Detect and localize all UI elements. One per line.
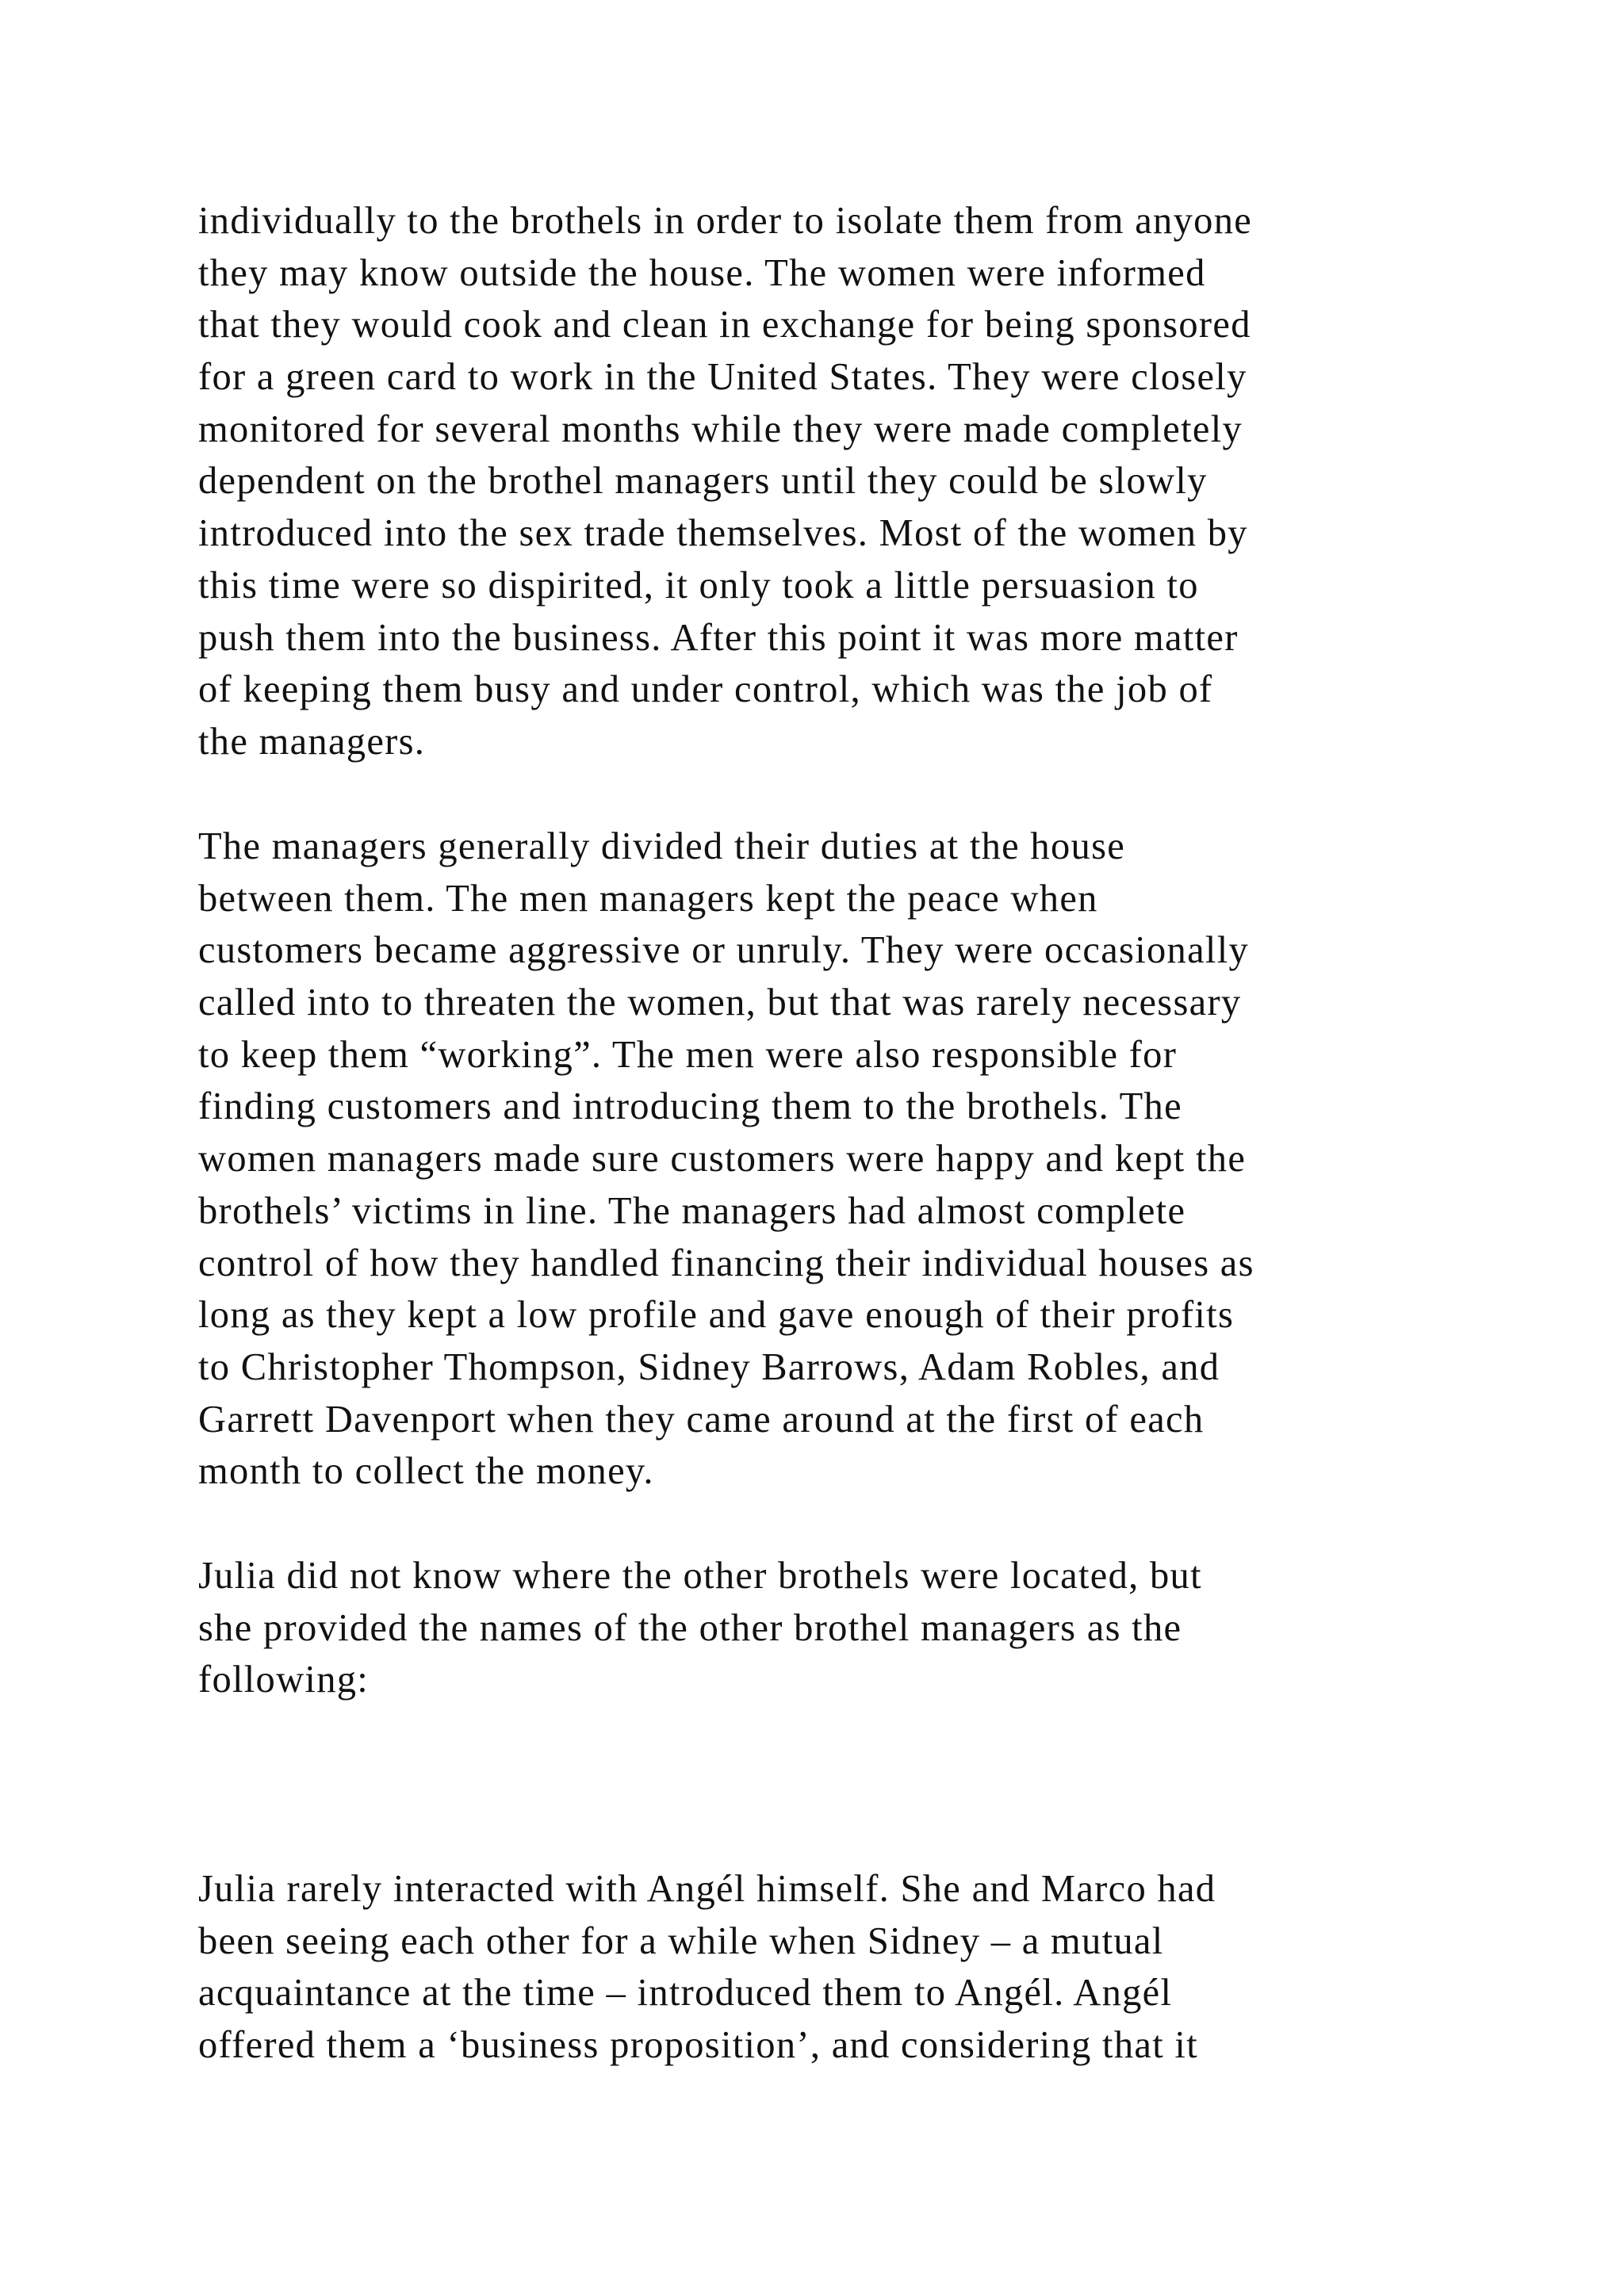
text-line: acquaintance at the time – introduced them to Angél. Angél <box>198 1972 1173 2015</box>
text-line: customers became aggressive or unruly. They were occasionally <box>198 929 1250 972</box>
paragraph-manager-duties <box>198 821 1499 1498</box>
text-line: for a green card to work in the United States. They were closely <box>198 356 1247 399</box>
text-line: called into to threaten the women, but that was rarely necessary <box>198 982 1242 1024</box>
paragraph-julia-angel <box>198 1863 1499 2072</box>
paragraph-other-managers <box>198 1550 1499 1706</box>
text-line: women managers made sure customers were happy and kept the <box>198 1138 1247 1181</box>
text-line: push them into the business. After this point it was more matter <box>198 616 1239 659</box>
text-line: of keeping them busy and under control, which was the job of <box>198 668 1213 711</box>
paragraph-brothel-isolation <box>198 195 1499 768</box>
text-line: introduced into the sex trade themselves. Most of the women by <box>198 512 1248 555</box>
text-line: following: <box>198 1659 370 1701</box>
text-line: The managers generally divided their duties at the house <box>198 825 1126 867</box>
text-line: monitored for several months while they were made completely <box>198 408 1243 450</box>
text-line: Garrett Davenport when they came around at the first of each <box>198 1398 1205 1441</box>
text-line: long as they kept a low profile and gave enough of their profits <box>198 1294 1235 1337</box>
text-line: control of how they handled financing their individual houses as <box>198 1242 1254 1284</box>
text-line: to Christopher Thompson, Sidney Barrows, Adam Robles, and <box>198 1345 1220 1388</box>
text-line: Julia rarely interacted with Angél himself. She and Marco had <box>198 1868 1216 1910</box>
text-line: Julia did not know where the other brothels were located, but <box>198 1555 1202 1597</box>
text-line: finding customers and introducing them to the brothels. The <box>198 1085 1182 1128</box>
text-line: the managers. <box>198 720 426 763</box>
text-line: that they would cook and clean in exchange for being sponsored <box>198 304 1251 346</box>
text-line: she provided the names of the other brothel managers as the <box>198 1606 1182 1649</box>
text-line: brothels’ victims in line. The managers had almost complete <box>198 1189 1186 1232</box>
text-line: offered them a ‘business proposition’, and considering that it <box>198 2024 1198 2067</box>
text-line: to keep them “working”. The men were also responsible for <box>198 1033 1178 1076</box>
text-line: individually to the brothels in order to isolate them from anyone <box>198 200 1253 242</box>
text-line: between them. The men managers kept the peace when <box>198 877 1098 920</box>
text-line: month to collect the money. <box>198 1450 654 1493</box>
text-line: this time were so dispirited, it only took a little persuasion to <box>198 564 1199 607</box>
text-line: dependent on the brothel managers until they could be slowly <box>198 460 1208 503</box>
text-line: been seeing each other for a while when Sidney – a mutual <box>198 1919 1164 1962</box>
text-line: they may know outside the house. The women were informed <box>198 251 1206 294</box>
